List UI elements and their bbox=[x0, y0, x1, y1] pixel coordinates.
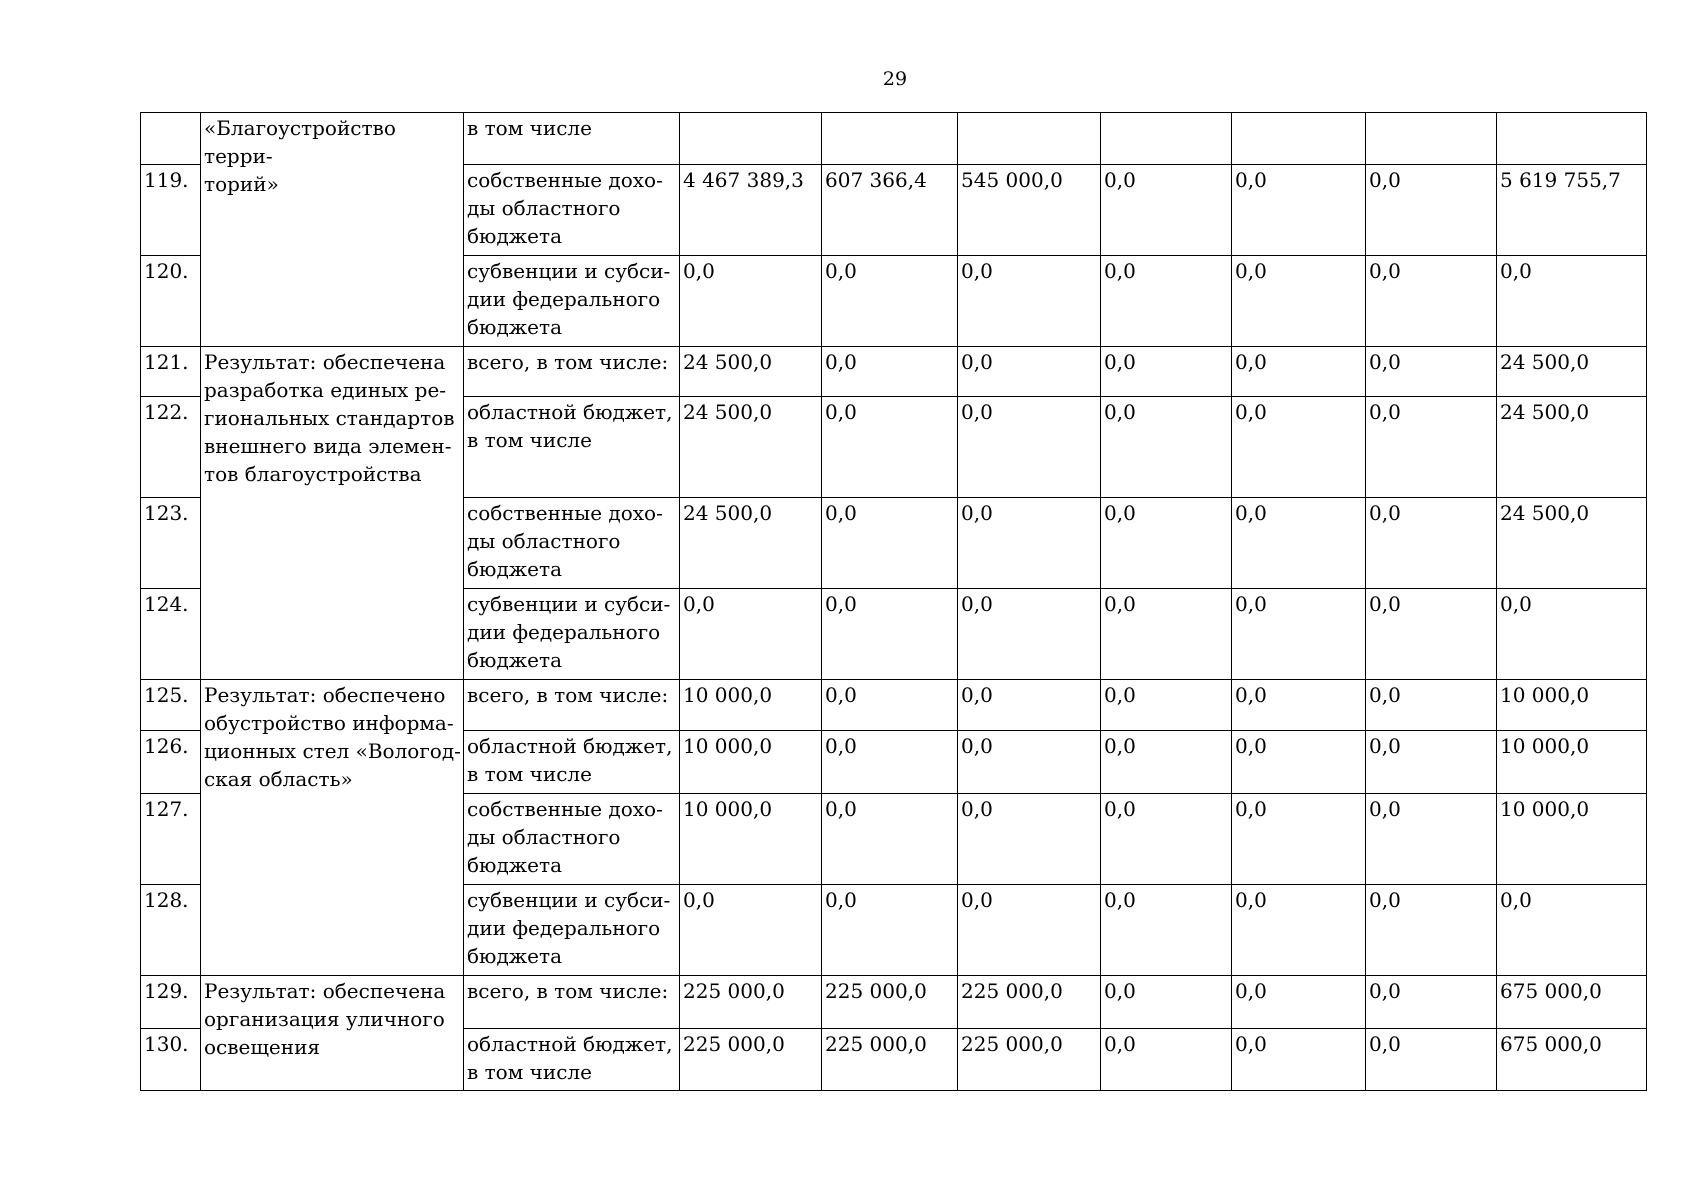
amount-cell: 0,0 bbox=[822, 256, 958, 347]
amount-cell: 0,0 bbox=[1232, 976, 1366, 1029]
total-amount-cell: 24 500,0 bbox=[1497, 498, 1647, 589]
amount-cell: 0,0 bbox=[1232, 731, 1366, 794]
amount-cell: 0,0 bbox=[1101, 589, 1232, 680]
row-number-cell: 124. bbox=[141, 589, 201, 680]
amount-cell: 0,0 bbox=[1232, 397, 1366, 498]
amount-cell bbox=[1232, 113, 1366, 165]
amount-cell bbox=[1101, 113, 1232, 165]
amount-cell: 0,0 bbox=[822, 397, 958, 498]
amount-cell: 0,0 bbox=[822, 498, 958, 589]
amount-cell: 0,0 bbox=[822, 589, 958, 680]
amount-cell: 0,0 bbox=[680, 589, 822, 680]
row-number-cell: 126. bbox=[141, 731, 201, 794]
total-amount-cell bbox=[1497, 113, 1647, 165]
amount-cell: 225 000,0 bbox=[958, 1029, 1101, 1091]
amount-cell: 0,0 bbox=[1101, 397, 1232, 498]
amount-cell: 0,0 bbox=[1366, 256, 1497, 347]
amount-cell: 0,0 bbox=[1101, 347, 1232, 397]
amount-cell: 0,0 bbox=[1366, 731, 1497, 794]
amount-cell: 0,0 bbox=[1232, 256, 1366, 347]
funding-source-cell: собственные дохо- ды областного бюджета bbox=[464, 498, 680, 589]
row-number-cell: 125. bbox=[141, 680, 201, 731]
table-row bbox=[141, 976, 1647, 1029]
amount-cell: 0,0 bbox=[958, 397, 1101, 498]
amount-cell: 10 000,0 bbox=[680, 794, 822, 885]
funding-source-cell: в том числе bbox=[464, 113, 680, 165]
row-number-cell: 123. bbox=[141, 498, 201, 589]
amount-cell: 0,0 bbox=[1232, 347, 1366, 397]
funding-source-cell: субвенции и субси- дии федерального бюджета bbox=[464, 885, 680, 976]
amount-cell: 0,0 bbox=[1101, 256, 1232, 347]
amount-cell bbox=[822, 113, 958, 165]
funding-source-cell: областной бюджет, в том числе bbox=[464, 397, 680, 498]
amount-cell bbox=[680, 113, 822, 165]
amount-cell: 0,0 bbox=[1366, 589, 1497, 680]
amount-cell: 0,0 bbox=[1232, 1029, 1366, 1091]
amount-cell: 0,0 bbox=[822, 885, 958, 976]
funding-source-cell: всего, в том числе: bbox=[464, 347, 680, 397]
amount-cell bbox=[1366, 113, 1497, 165]
amount-cell: 0,0 bbox=[958, 794, 1101, 885]
amount-cell: 225 000,0 bbox=[822, 1029, 958, 1091]
amount-cell: 0,0 bbox=[1101, 885, 1232, 976]
amount-cell: 24 500,0 bbox=[680, 397, 822, 498]
amount-cell: 24 500,0 bbox=[680, 347, 822, 397]
budget-table bbox=[140, 112, 1647, 1091]
funding-source-cell: областной бюджет, в том числе bbox=[464, 1029, 680, 1091]
funding-source-cell: собственные дохо- ды областного бюджета bbox=[464, 794, 680, 885]
amount-cell: 0,0 bbox=[958, 731, 1101, 794]
funding-source-cell: собственные дохо- ды областного бюджета bbox=[464, 165, 680, 256]
amount-cell: 225 000,0 bbox=[680, 1029, 822, 1091]
row-description-cell: «Благоустройство терри- торий» bbox=[201, 113, 464, 347]
row-number-cell: 130. bbox=[141, 1029, 201, 1091]
amount-cell: 0,0 bbox=[680, 256, 822, 347]
amount-cell: 0,0 bbox=[822, 347, 958, 397]
amount-cell: 10 000,0 bbox=[680, 731, 822, 794]
funding-source-cell: субвенции и субси- дии федерального бюджета bbox=[464, 589, 680, 680]
amount-cell: 0,0 bbox=[1101, 165, 1232, 256]
amount-cell: 0,0 bbox=[1232, 498, 1366, 589]
amount-cell: 0,0 bbox=[1366, 165, 1497, 256]
funding-source-cell: субвенции и субси- дии федерального бюджета bbox=[464, 256, 680, 347]
row-number-cell: 129. bbox=[141, 976, 201, 1029]
total-amount-cell: 5 619 755,7 bbox=[1497, 165, 1647, 256]
amount-cell: 0,0 bbox=[1232, 165, 1366, 256]
amount-cell: 0,0 bbox=[958, 498, 1101, 589]
amount-cell: 225 000,0 bbox=[822, 976, 958, 1029]
amount-cell: 0,0 bbox=[958, 680, 1101, 731]
amount-cell: 0,0 bbox=[1366, 498, 1497, 589]
amount-cell: 0,0 bbox=[822, 680, 958, 731]
amount-cell: 0,0 bbox=[1366, 1029, 1497, 1091]
amount-cell: 0,0 bbox=[1366, 347, 1497, 397]
amount-cell: 0,0 bbox=[958, 347, 1101, 397]
row-number-cell: 128. bbox=[141, 885, 201, 976]
table-row bbox=[141, 680, 1647, 731]
amount-cell: 0,0 bbox=[1101, 794, 1232, 885]
amount-cell: 0,0 bbox=[1366, 794, 1497, 885]
row-number-cell bbox=[141, 113, 201, 165]
row-number-cell: 120. bbox=[141, 256, 201, 347]
amount-cell: 0,0 bbox=[1101, 498, 1232, 589]
amount-cell: 545 000,0 bbox=[958, 165, 1101, 256]
table-row bbox=[141, 347, 1647, 397]
amount-cell: 0,0 bbox=[680, 885, 822, 976]
total-amount-cell: 0,0 bbox=[1497, 885, 1647, 976]
table-row bbox=[141, 113, 1647, 165]
amount-cell bbox=[958, 113, 1101, 165]
amount-cell: 0,0 bbox=[1101, 680, 1232, 731]
row-number-cell: 122. bbox=[141, 397, 201, 498]
amount-cell: 0,0 bbox=[1366, 885, 1497, 976]
total-amount-cell: 24 500,0 bbox=[1497, 347, 1647, 397]
row-description-cell: Результат: обеспечена разработка единых ре- гиональных стандартов внешнего вида элемен- тов благоустройства bbox=[201, 347, 464, 680]
amount-cell: 0,0 bbox=[958, 256, 1101, 347]
total-amount-cell: 24 500,0 bbox=[1497, 397, 1647, 498]
row-number-cell: 119. bbox=[141, 165, 201, 256]
amount-cell: 0,0 bbox=[1232, 885, 1366, 976]
amount-cell: 0,0 bbox=[958, 885, 1101, 976]
total-amount-cell: 0,0 bbox=[1497, 256, 1647, 347]
amount-cell: 0,0 bbox=[822, 731, 958, 794]
funding-source-cell: областной бюджет, в том числе bbox=[464, 731, 680, 794]
amount-cell: 0,0 bbox=[1232, 794, 1366, 885]
amount-cell: 0,0 bbox=[1232, 589, 1366, 680]
amount-cell: 10 000,0 bbox=[680, 680, 822, 731]
amount-cell: 0,0 bbox=[1366, 397, 1497, 498]
total-amount-cell: 10 000,0 bbox=[1497, 731, 1647, 794]
row-number-cell: 127. bbox=[141, 794, 201, 885]
amount-cell: 0,0 bbox=[1101, 976, 1232, 1029]
row-description-cell: Результат: обеспечено обустройство информа- ционных стел «Вологод- ская область» bbox=[201, 680, 464, 976]
amount-cell: 225 000,0 bbox=[958, 976, 1101, 1029]
amount-cell: 0,0 bbox=[1101, 731, 1232, 794]
total-amount-cell: 675 000,0 bbox=[1497, 1029, 1647, 1091]
amount-cell: 0,0 bbox=[1232, 680, 1366, 731]
amount-cell: 0,0 bbox=[1101, 1029, 1232, 1091]
funding-source-cell: всего, в том числе: bbox=[464, 680, 680, 731]
funding-source-cell: всего, в том числе: bbox=[464, 976, 680, 1029]
row-number-cell: 121. bbox=[141, 347, 201, 397]
amount-cell: 0,0 bbox=[958, 589, 1101, 680]
page-number: 29 bbox=[882, 68, 908, 90]
amount-cell: 24 500,0 bbox=[680, 498, 822, 589]
row-description-cell: Результат: обеспечена организация уличного освещения bbox=[201, 976, 464, 1091]
amount-cell: 607 366,4 bbox=[822, 165, 958, 256]
amount-cell: 0,0 bbox=[822, 794, 958, 885]
total-amount-cell: 10 000,0 bbox=[1497, 680, 1647, 731]
total-amount-cell: 0,0 bbox=[1497, 589, 1647, 680]
total-amount-cell: 675 000,0 bbox=[1497, 976, 1647, 1029]
total-amount-cell: 10 000,0 bbox=[1497, 794, 1647, 885]
amount-cell: 0,0 bbox=[1366, 680, 1497, 731]
amount-cell: 4 467 389,3 bbox=[680, 165, 822, 256]
amount-cell: 225 000,0 bbox=[680, 976, 822, 1029]
amount-cell: 0,0 bbox=[1366, 976, 1497, 1029]
